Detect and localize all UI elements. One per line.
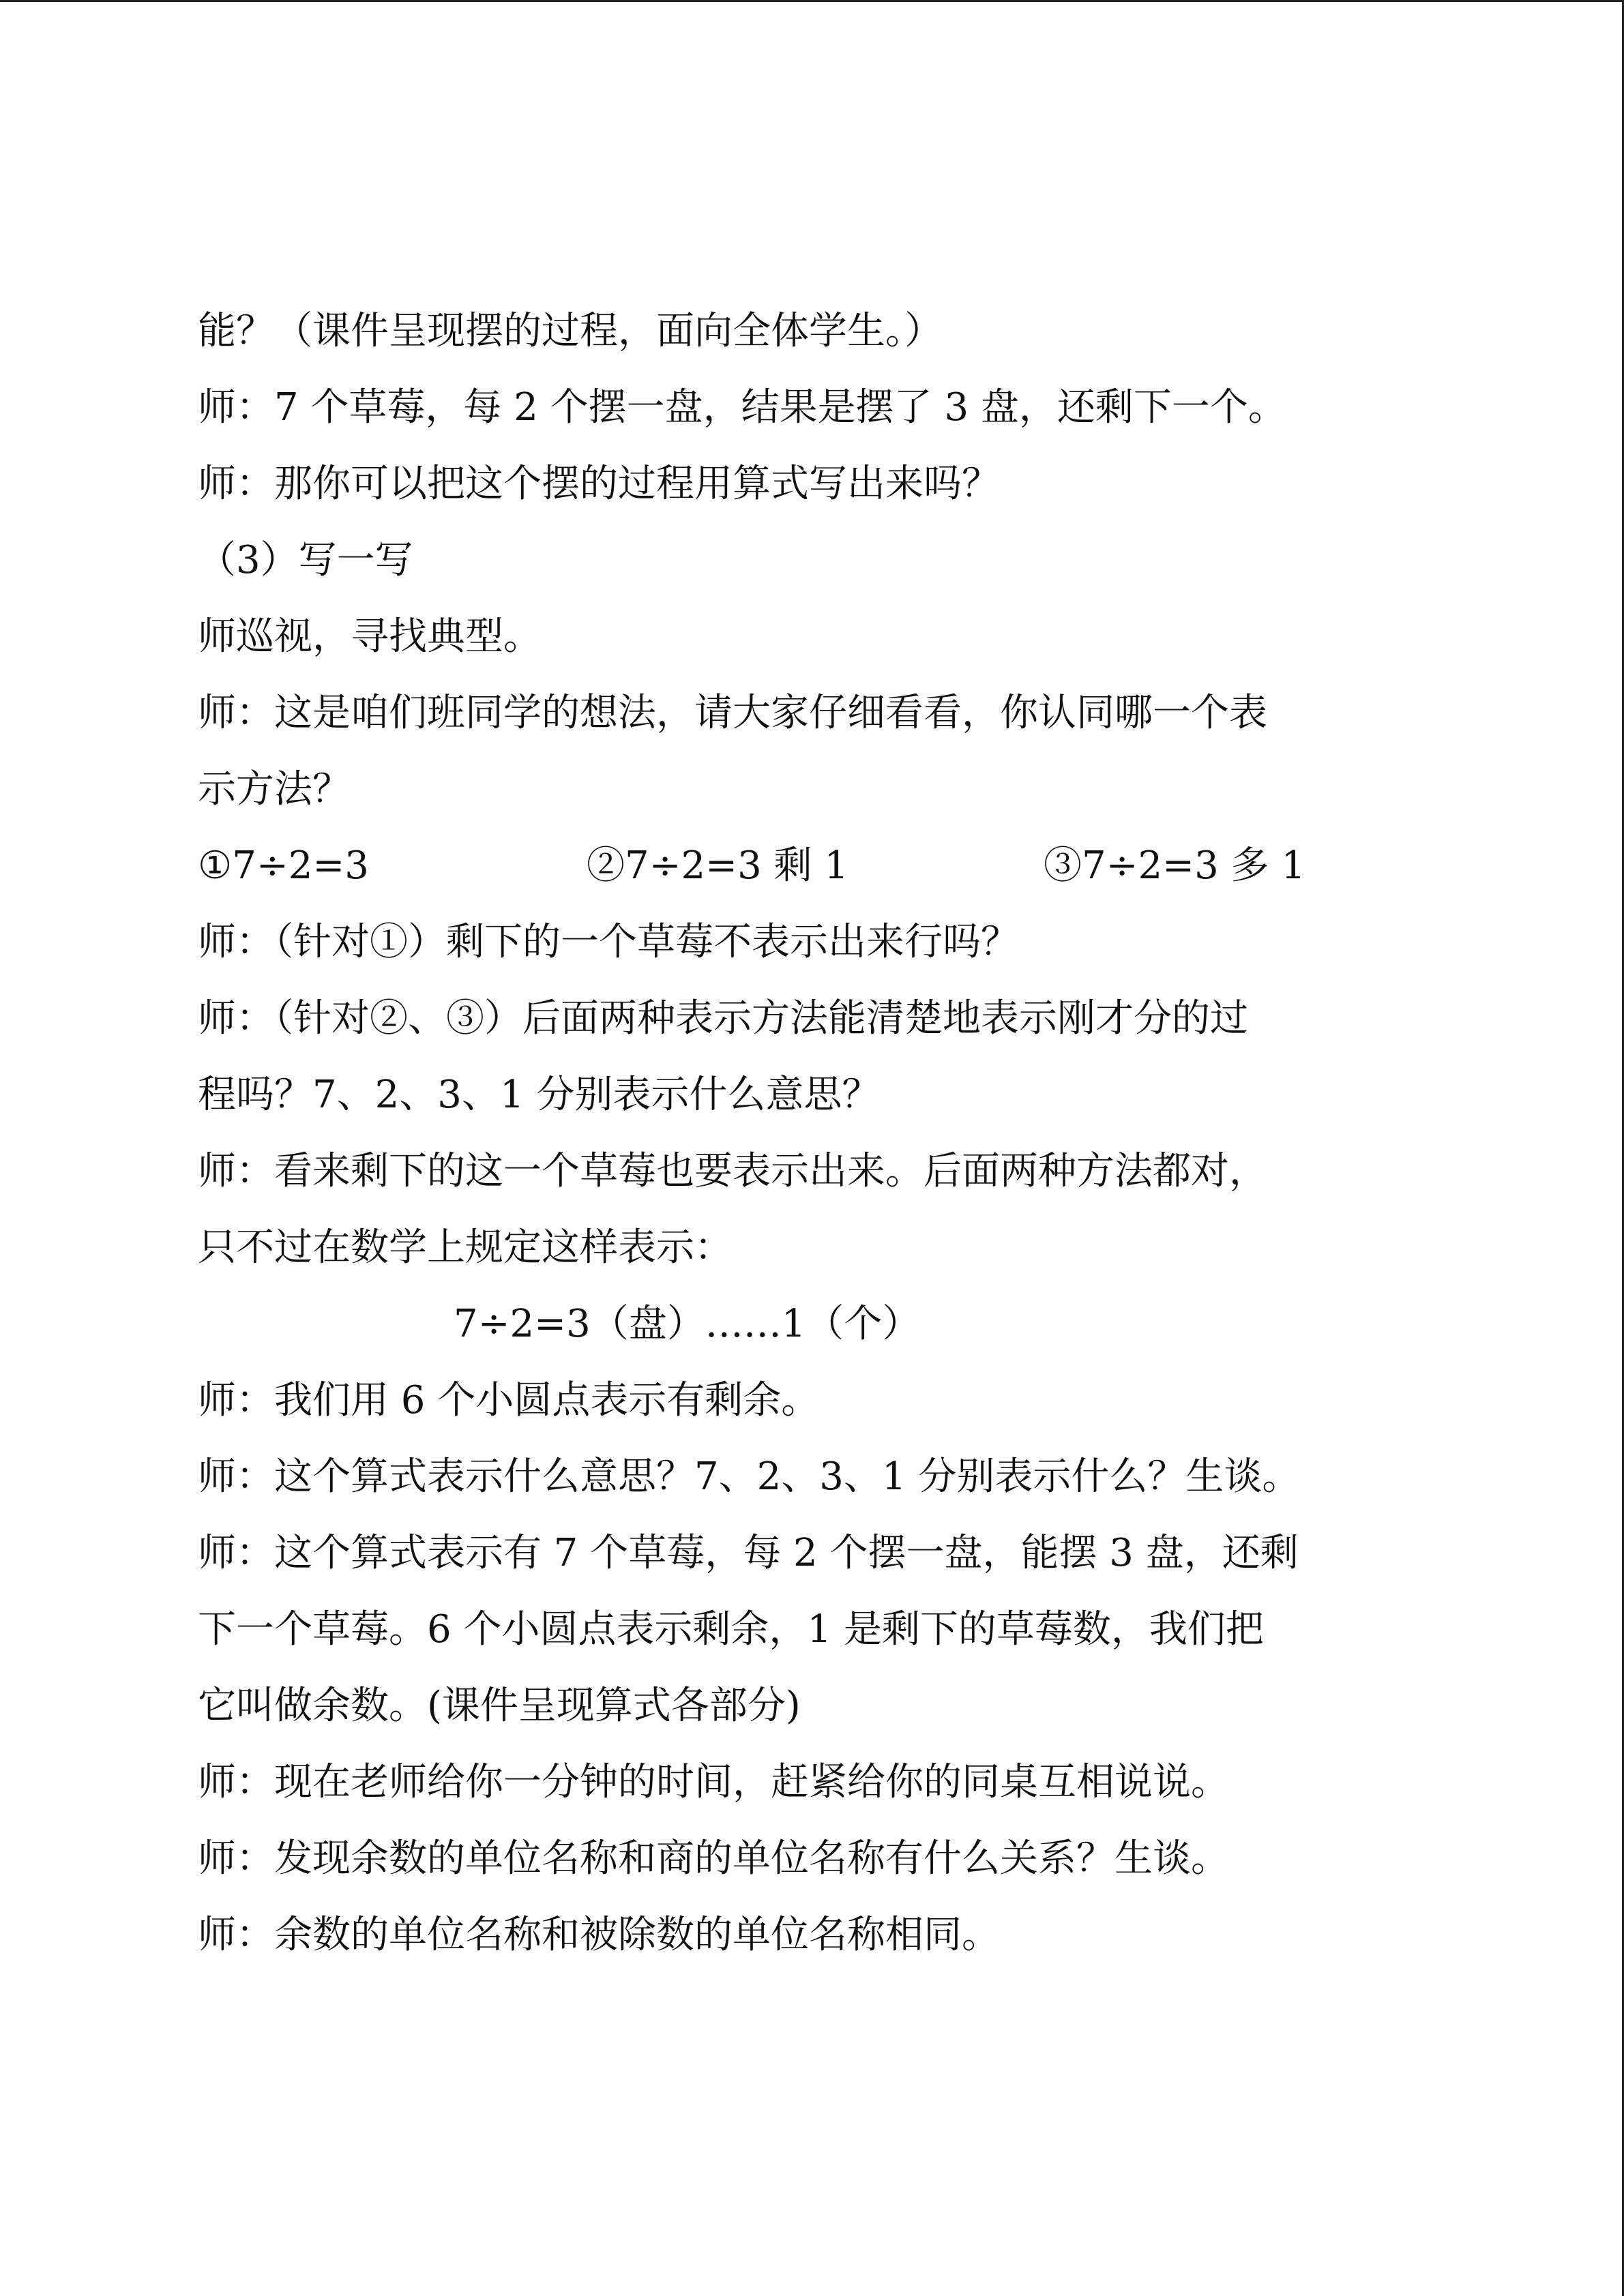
text-line: 师：我们用 6 个小圆点表示有剩余。: [198, 1378, 820, 1422]
method-options: [198, 828, 1426, 904]
text-line: 师：这个算式表示有 7 个草莓，每 2 个摆一盘，能摆 3 盘，还剩: [198, 1531, 1299, 1575]
text-line: 下一个草莓。6 个小圆点表示剩余，1 是剩下的草莓数，我们把: [198, 1607, 1264, 1652]
text-line: 师：现在老师给你一分钟的时间，赶紧给你的同桌互相说说。: [198, 1760, 1229, 1804]
section-heading: （3）写一写: [198, 538, 413, 582]
document-body: [198, 293, 1426, 1973]
text-line: 只不过在数学上规定这样表示：: [198, 1225, 733, 1270]
option-2: ②7÷2=3 剩 1: [587, 844, 848, 888]
text-line: 师：这是咱们班同学的想法，请大家仔细看看，你认同哪一个表: [198, 691, 1267, 735]
division-equation: 7÷2=3（盘）……1（个）: [454, 1302, 921, 1346]
text-line: 师巡视，寻找典型。: [198, 614, 542, 659]
text-line: 程吗？7、2、3、1 分别表示什么意思？: [198, 1073, 881, 1117]
text-line: 师：（针对①）剩下的一个草莓不表示出来行吗？: [198, 920, 1019, 964]
text-line: 师：余数的单位名称和被除数的单位名称相同。: [198, 1913, 1000, 1957]
text-line: 师：发现余数的单位名称和商的单位名称有什么关系？生谈。: [198, 1836, 1229, 1881]
text-line: 师：这个算式表示什么意思？7、2、3、1 分别表示什么？生谈。: [198, 1455, 1301, 1499]
text-line: 师：看来剩下的这一个草莓也要表示出来。后面两种方法都对，: [198, 1149, 1267, 1193]
text-line: 它叫做余数。(课件呈现算式各部分): [198, 1684, 801, 1728]
text-line: 师：（针对②、③）后面两种表示方法能清楚地表示刚才分的过: [198, 996, 1248, 1041]
text-line: 示方法？: [198, 767, 351, 811]
text-line: 师：7 个草莓，每 2 个摆一盘，结果是摆了 3 盘，还剩下一个。: [198, 385, 1286, 430]
text-line: 师：那你可以把这个摆的过程用算式写出来吗？: [198, 462, 1000, 506]
text-line: 能？（课件呈现摆的过程，面向全体学生。）: [198, 309, 943, 353]
page-border-top: [0, 0, 1624, 2]
option-1: ①7÷2=3: [198, 844, 369, 888]
option-3: ③7÷2=3 多 1: [1044, 844, 1305, 888]
